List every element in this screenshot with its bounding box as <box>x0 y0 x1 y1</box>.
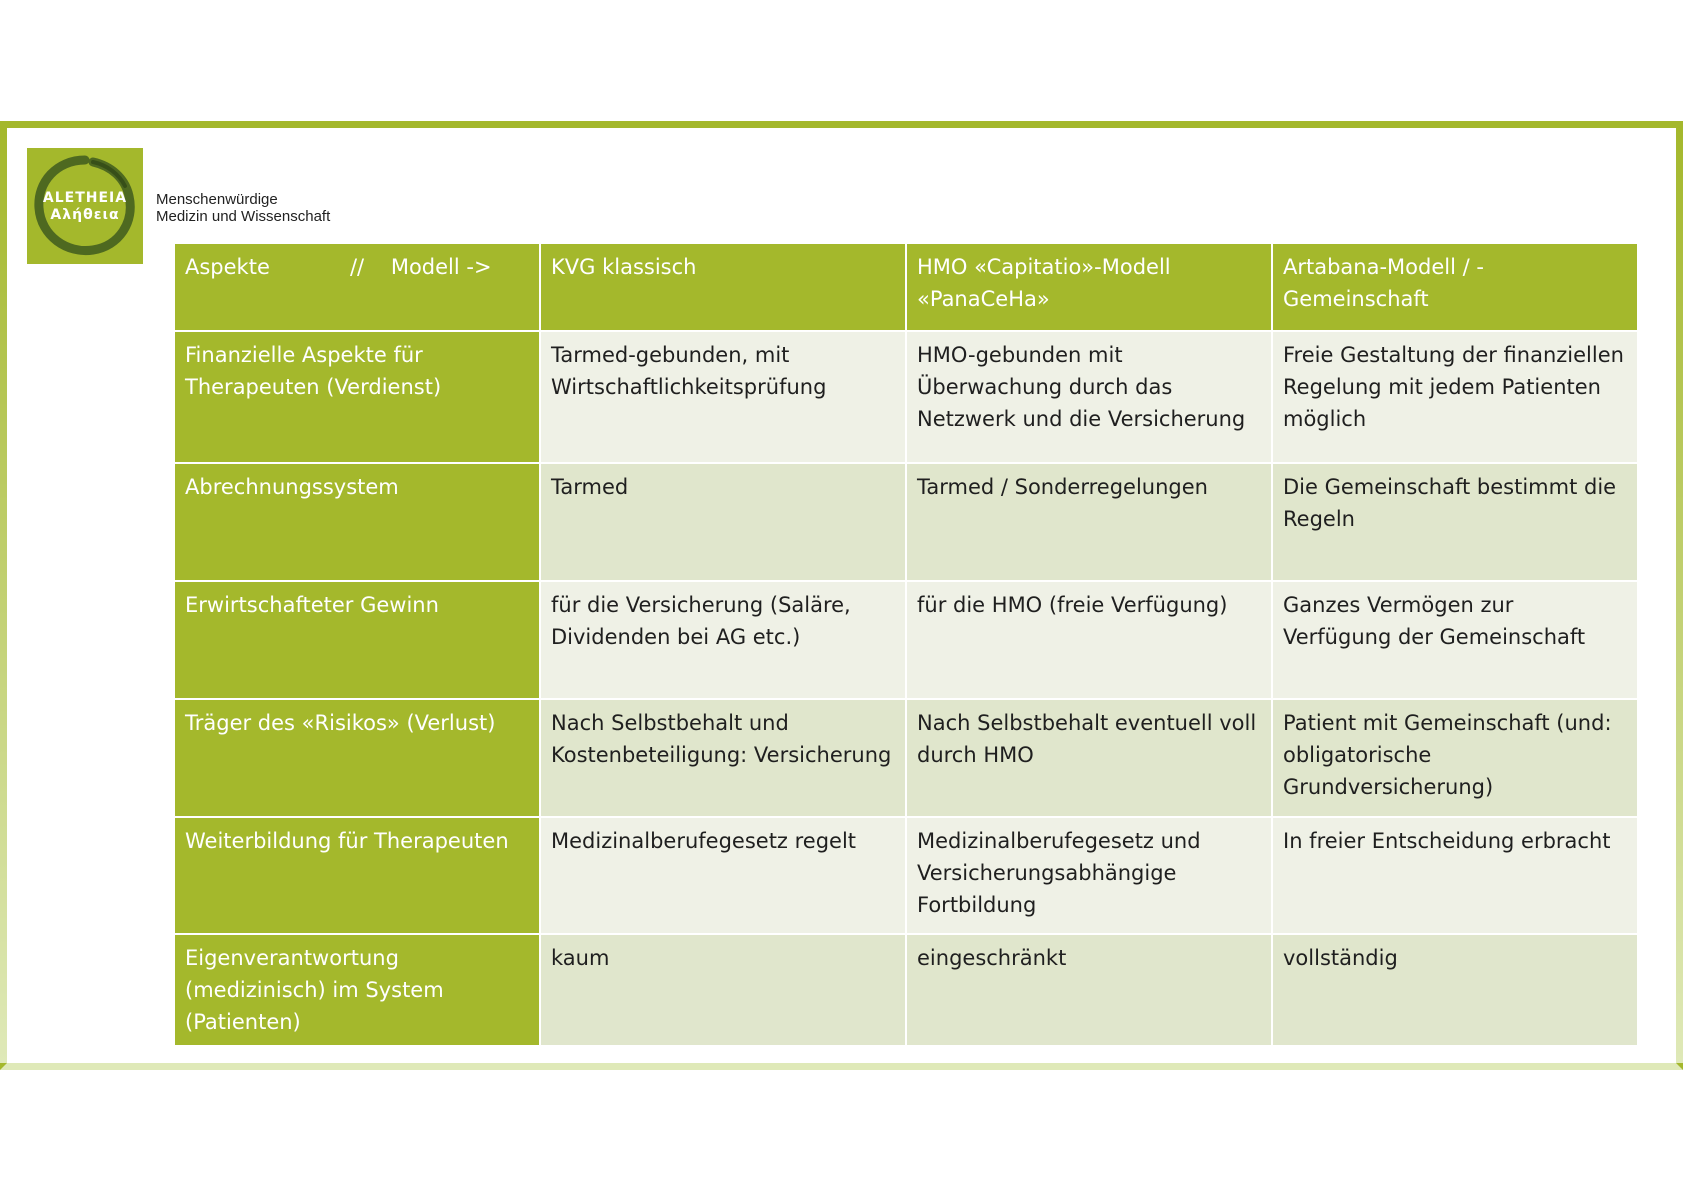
table-row <box>174 331 1638 463</box>
cell-hmo: HMO-gebunden mit Überwachung durch das Netzwerk und die Versicherung <box>906 331 1272 463</box>
cell-kvg: Medizinalberufegesetz regelt <box>540 817 906 934</box>
table-row <box>174 699 1638 817</box>
tagline-line2: Medizin und Wissenschaft <box>156 208 331 225</box>
row-aspect: Eigenverantwortung (medizinisch) im System (Patienten) <box>174 934 540 1046</box>
cell-artabana: Die Gemeinschaft bestimmt die Regeln <box>1272 463 1638 581</box>
tagline <box>156 191 330 225</box>
cell-hmo: Medizinalberufegesetz und Versicherungsabhängige Fortbildung <box>906 817 1272 934</box>
cell-kvg: Nach Selbstbehalt und Kostenbeteiligung: Versicherung <box>540 699 906 817</box>
aletheia-logo <box>27 148 143 264</box>
logo-wordmark: ALETHEIA <box>42 190 128 206</box>
row-aspect: Erwirtschafteter Gewinn <box>174 581 540 699</box>
table-row <box>174 463 1638 581</box>
cell-artabana: Ganzes Vermögen zur Verfügung der Gemeinschaft <box>1272 581 1638 699</box>
enso-circle-icon <box>27 148 143 264</box>
cell-kvg: Tarmed <box>540 463 906 581</box>
table-row <box>174 581 1638 699</box>
header-aspects: Aspekte // Modell -> <box>174 243 540 331</box>
cell-kvg: Tarmed-gebunden, mit Wirtschaftlichkeitsprüfung <box>540 331 906 463</box>
logo-greek-wordmark: Αλήθεια <box>50 207 120 223</box>
cell-hmo: Tarmed / Sonderregelungen <box>906 463 1272 581</box>
cell-hmo: für die HMO (freie Verfügung) <box>906 581 1272 699</box>
cell-artabana: Patient mit Gemeinschaft (und: obligatorische Grundversicherung) <box>1272 699 1638 817</box>
header-kvg: KVG klassisch <box>540 243 906 331</box>
row-aspect: Weiterbildung für Therapeuten <box>174 817 540 934</box>
cell-artabana: Freie Gestaltung der finanziellen Regelung mit jedem Patienten möglich <box>1272 331 1638 463</box>
cell-hmo: eingeschränkt <box>906 934 1272 1046</box>
tagline-line1: Menschenwürdige <box>156 191 278 208</box>
table-row <box>174 934 1638 1046</box>
cell-kvg: kaum <box>540 934 906 1046</box>
cell-artabana: In freier Entscheidung erbracht <box>1272 817 1638 934</box>
row-aspect: Träger des «Risikos» (Verlust) <box>174 699 540 817</box>
cell-hmo: Nach Selbstbehalt eventuell voll durch HMO <box>906 699 1272 817</box>
cell-kvg: für die Versicherung (Saläre, Dividenden bei AG etc.) <box>540 581 906 699</box>
table-header-row <box>174 243 1638 331</box>
header-hmo: HMO «Capitatio»-Modell «PanaCeHa» <box>906 243 1272 331</box>
table-row <box>174 817 1638 934</box>
header-artabana: Artabana-Modell / - Gemeinschaft <box>1272 243 1638 331</box>
row-aspect: Abrechnungssystem <box>174 463 540 581</box>
comparison-table <box>173 242 1639 1047</box>
cell-artabana: vollständig <box>1272 934 1638 1046</box>
row-aspect: Finanzielle Aspekte für Therapeuten (Verdienst) <box>174 331 540 463</box>
